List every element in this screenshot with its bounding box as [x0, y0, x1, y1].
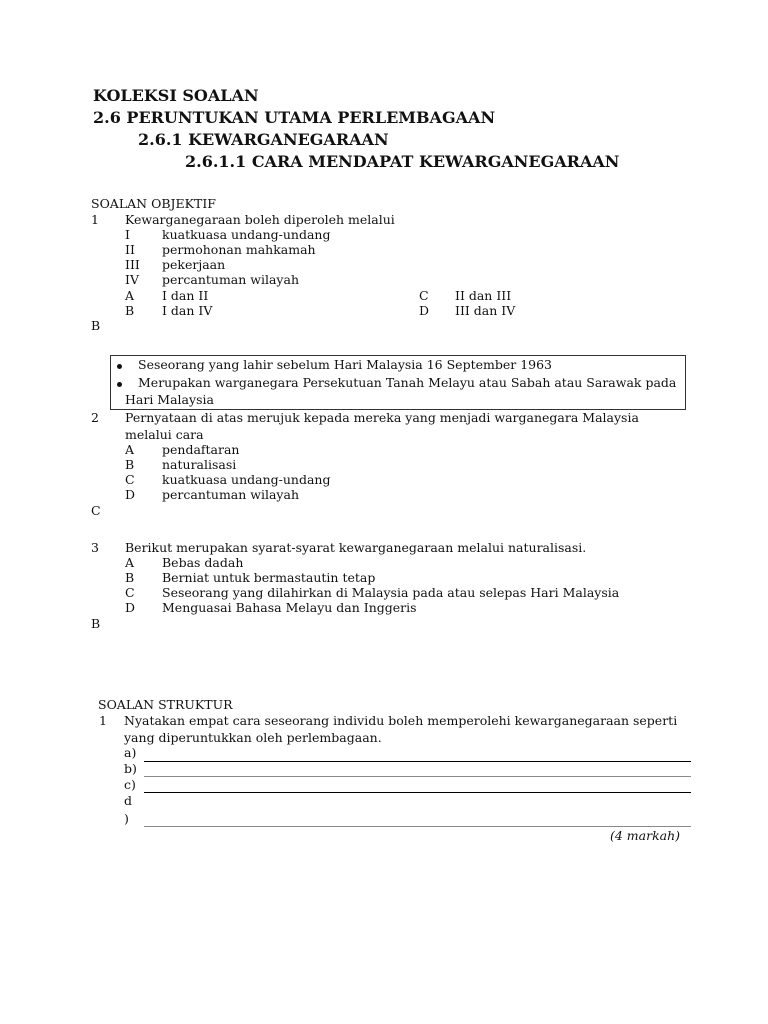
q1-option-text: I dan II — [162, 288, 209, 303]
q2-option-text: kuatkuasa undang-undang — [162, 472, 331, 487]
q2-stem: Pernyataan di atas merujuk kepada mereka yang menjadi warganegara Malaysia — [125, 410, 639, 425]
q1-answer: B — [91, 318, 101, 333]
bullet-icon — [117, 364, 122, 369]
q1-item-text: permohonan mahkamah — [162, 242, 316, 257]
q2-option-label: D — [125, 487, 136, 502]
q1-option-label: D — [419, 303, 430, 318]
q3-stem: Berikut merupakan syarat-syarat kewarganegaraan melalui naturalisasi. — [125, 540, 587, 555]
q2-stem-cont: melalui cara — [125, 427, 204, 442]
answer-label-d: d — [124, 793, 133, 808]
answer-line-b[interactable] — [144, 776, 691, 777]
q3-option-label: B — [125, 570, 135, 585]
q3-option-text: Berniat untuk bermastautin tetap — [162, 570, 376, 585]
doc-title: KOLEKSI SOALAN — [93, 86, 259, 105]
q3-option-label: A — [125, 555, 135, 570]
q2-option-label: A — [125, 442, 135, 457]
q1-option-text: III dan IV — [455, 303, 516, 318]
q3-option-text: Bebas dadah — [162, 555, 244, 570]
q2-statement-2: Merupakan warganegara Persekutuan Tanah Melayu atau Sabah atau Sarawak pada — [138, 375, 677, 390]
q1-stem: Kewarganegaraan boleh diperoleh melalui — [125, 212, 395, 227]
q3-number: 3 — [91, 540, 99, 555]
q1-number: 1 — [91, 212, 99, 227]
q2-number: 2 — [91, 410, 99, 425]
q2-option-text: percantuman wilayah — [162, 487, 299, 502]
answer-line-d[interactable] — [144, 826, 691, 827]
struktur-heading: SOALAN STRUKTUR — [98, 697, 233, 712]
q3-option-text: Menguasai Bahasa Melayu dan Inggeris — [162, 600, 417, 615]
q3-option-label: D — [125, 600, 136, 615]
bullet-icon — [117, 382, 122, 387]
q2-statement-1: Seseorang yang lahir sebelum Hari Malaysia 16 September 1963 — [138, 357, 553, 372]
q2-answer: C — [91, 503, 101, 518]
s1-stem: Nyatakan empat cara seseorang individu boleh memperolehi kewarganegaraan seperti — [124, 713, 678, 728]
answer-label-c: c) — [124, 777, 136, 792]
subsubsection-title: 2.6.1.1 CARA MENDAPAT KEWARGANEGARAAN — [185, 152, 620, 171]
q1-item-label: I — [125, 227, 130, 242]
q2-option-label: B — [125, 457, 135, 472]
q1-item-label: IV — [125, 272, 139, 287]
s1-stem-cont: yang diperuntukkan oleh perlembagaan. — [124, 730, 382, 745]
q1-option-text: II dan III — [455, 288, 512, 303]
objektif-heading: SOALAN OBJEKTIF — [91, 196, 216, 211]
q1-item-text: pekerjaan — [162, 257, 226, 272]
q2-option-text: pendaftaran — [162, 442, 240, 457]
answer-label-b: b) — [124, 761, 137, 776]
q1-item-text: percantuman wilayah — [162, 272, 299, 287]
q3-option-text: Seseorang yang dilahirkan di Malaysia pada atau selepas Hari Malaysia — [162, 585, 620, 600]
q1-item-text: kuatkuasa undang-undang — [162, 227, 331, 242]
s1-number: 1 — [99, 713, 107, 728]
q1-option-label: A — [125, 288, 135, 303]
q2-statement-2-cont: Hari Malaysia — [125, 392, 214, 407]
marks-label: (4 markah) — [610, 828, 681, 843]
q1-item-label: III — [125, 257, 140, 272]
answer-label-a: a) — [124, 745, 137, 760]
answer-line-a[interactable] — [144, 761, 691, 762]
q1-item-label: II — [125, 242, 135, 257]
section-title: 2.6 PERUNTUKAN UTAMA PERLEMBAGAAN — [93, 108, 496, 127]
q2-option-label: C — [125, 472, 135, 487]
q3-option-label: C — [125, 585, 135, 600]
answer-line-c[interactable] — [144, 792, 691, 793]
q1-option-label: C — [419, 288, 429, 303]
q2-option-text: naturalisasi — [162, 457, 237, 472]
q1-option-text: I dan IV — [162, 303, 213, 318]
answer-label-d-paren: ) — [124, 811, 129, 826]
subsection-title: 2.6.1 KEWARGANEGARAAN — [138, 130, 389, 149]
q3-answer: B — [91, 616, 101, 631]
q1-option-label: B — [125, 303, 135, 318]
